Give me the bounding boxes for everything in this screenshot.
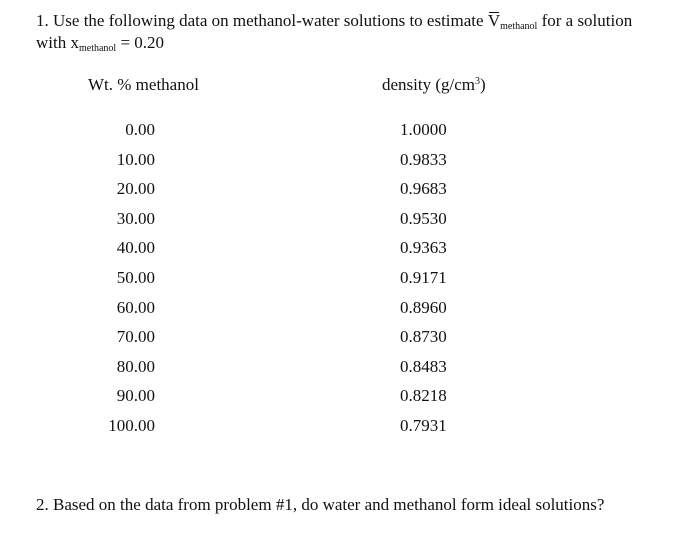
wt-cell: 80.00	[116, 356, 155, 376]
wt-cell: 50.00	[116, 267, 155, 287]
wt-cell: 30.00	[116, 208, 155, 228]
question-1-line-2	[36, 32, 676, 54]
density-cell: 0.8730	[400, 327, 447, 347]
wt-cell: 0.00	[125, 120, 155, 139]
wt-cell: 40.00	[116, 238, 155, 258]
table-row	[0, 179, 700, 209]
data-table	[0, 120, 700, 446]
header-density	[382, 75, 486, 95]
table-row	[0, 416, 700, 446]
question-1-text-after: for a solution	[537, 11, 633, 30]
table-row	[0, 268, 700, 298]
header-density-sup: 3	[475, 76, 481, 87]
wt-cell: 10.00	[116, 149, 155, 169]
density-cell: 1.0000	[400, 120, 447, 139]
x-subscript: methanol	[78, 43, 117, 54]
header-wt-percent: Wt. % methanol	[88, 75, 199, 94]
header-density-suffix: )	[480, 75, 486, 94]
table-row	[0, 150, 700, 180]
mole-fraction-prefix: with x	[36, 33, 79, 52]
table-row	[0, 357, 700, 387]
table-row	[0, 327, 700, 357]
wt-cell: 90.00	[116, 386, 155, 406]
partial-molar-volume-symbol: V	[487, 11, 501, 30]
density-cell: 0.9363	[400, 238, 447, 258]
table-row	[0, 386, 700, 416]
density-cell: 0.8960	[400, 297, 447, 317]
density-cell: 0.7931	[400, 415, 447, 435]
density-cell: 0.9833	[400, 149, 447, 169]
question-1-text-before: 1. Use the following data on methanol-water solutions to estimate	[36, 11, 488, 30]
wt-cell: 70.00	[116, 327, 155, 347]
table-row	[0, 238, 700, 268]
density-cell: 0.8218	[400, 386, 447, 406]
mole-fraction-value: = 0.20	[116, 33, 165, 52]
density-cell: 0.9683	[400, 179, 447, 199]
density-cell: 0.9530	[400, 208, 447, 228]
density-cell: 0.8483	[400, 356, 447, 376]
table-row	[0, 120, 700, 150]
wt-cell: 20.00	[116, 179, 155, 199]
v-subscript: methanol	[500, 21, 538, 32]
header-density-prefix: density (g/cm	[382, 75, 476, 94]
question-2: 2. Based on the data from problem #1, do water and methanol form ideal solutions?	[36, 495, 605, 514]
density-cell: 0.9171	[400, 267, 447, 287]
question-1-line-1	[36, 10, 676, 32]
table-row	[0, 298, 700, 328]
question-1	[36, 10, 676, 54]
wt-cell: 60.00	[116, 297, 155, 317]
wt-cell: 100.00	[108, 415, 155, 435]
table-row	[0, 209, 700, 239]
